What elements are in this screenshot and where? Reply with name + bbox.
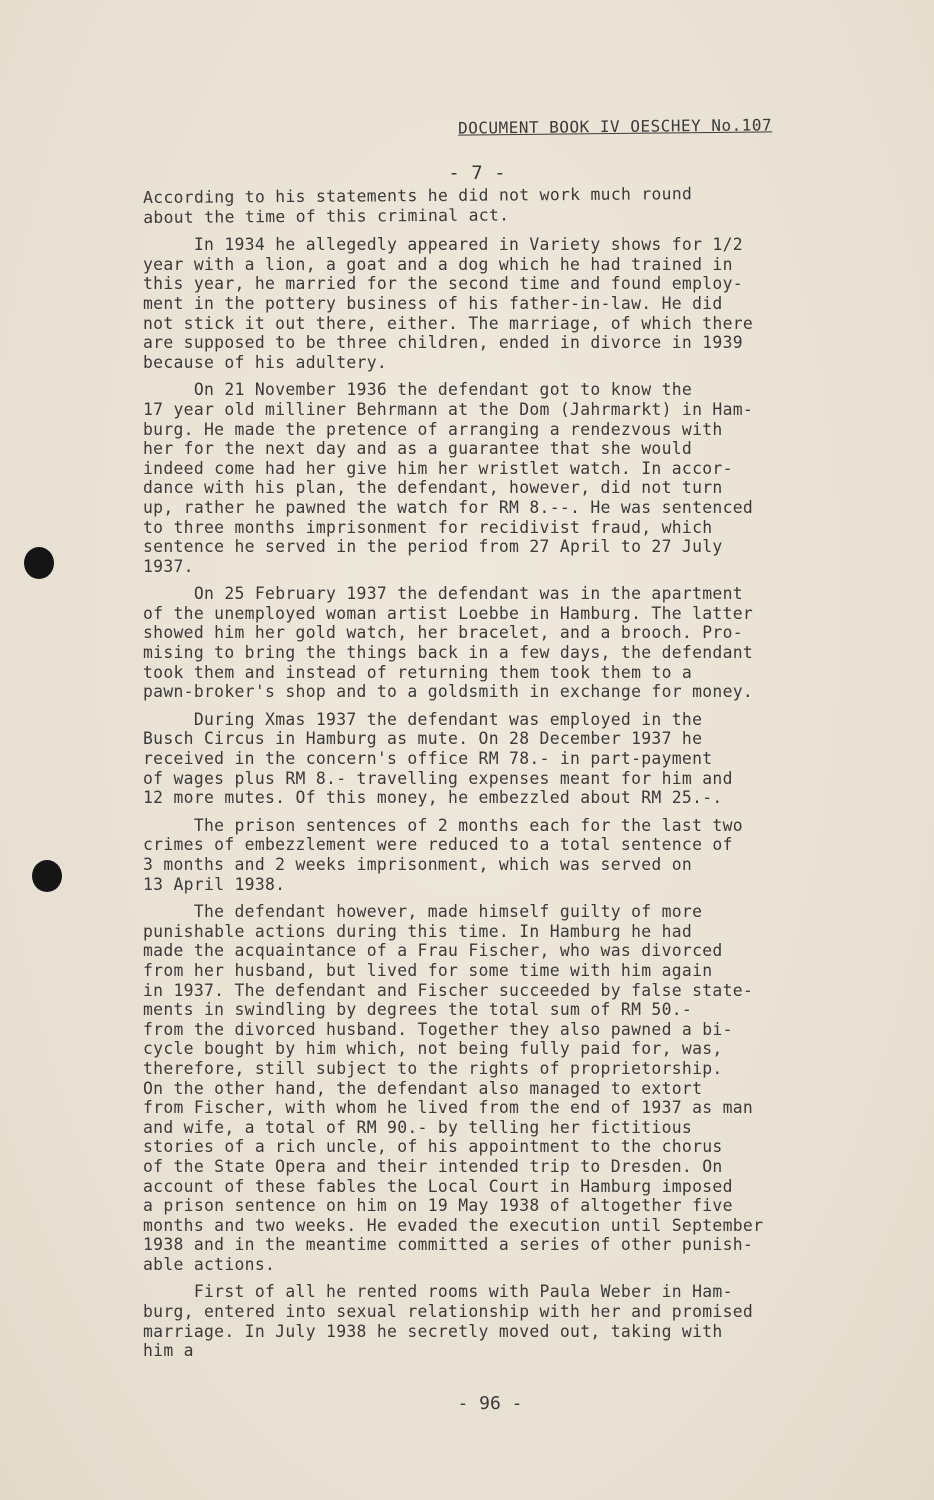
document-body — [143, 184, 878, 1369]
paragraph: First of all he rented rooms with Paula Weber in Ham- burg, entered into sexual relationship with her and promised marriage. In July 1938 he secretly moved out, taking with him a — [143, 1282, 754, 1361]
paragraph: During Xmas 1937 the defendant was employed in the Busch Circus in Hamburg as mute. On 28 December 1937 he received in the concern's office RM 78.- in part-payment of wages plus RM 8.- travelling expenses meant for him and 12 more mutes. Of this money, he embezzled about RM 25.-. — [143, 709, 733, 808]
page-number-top: - 7 - — [448, 162, 506, 184]
punch-hole — [24, 547, 54, 579]
paragraph: On 21 November 1936 the defendant got to know the 17 year old milliner Behrmann at the Dom (Jahrmarkt) in Ham- burg. He made the pretence of arranging a rendezvous with her for the next day and as a guarantee that she would indeed come had her give him her wristlet watch. In accor- dance with his plan, the defendant, however, did not turn up, rather he pawned the watch for RM 8.--. He was sentenced to three months imprisonment for recidivist fraud, which sentence he served in the period from 27 April to 27 July 1937. — [143, 380, 754, 576]
paragraph: The prison sentences of 2 months each for the last two crimes of embezzlement were reduced to a total sentence of 3 months and 2 weeks imprisonment, which was served on 13 April 1938. — [143, 815, 743, 894]
paragraph: According to his statements he did not work much round about the time of this criminal act. — [143, 184, 693, 227]
document-header: DOCUMENT BOOK IV OESCHEY No.107 — [457, 115, 773, 138]
punch-hole — [32, 860, 62, 892]
page-number-bottom: - 96 - — [457, 1393, 523, 1414]
paragraph: The defendant however, made himself guilty of more punishable actions during this time. In Hamburg he had made the acquaintance of a Frau Fischer, who was divorced from her husband, but lived for some time with him again in 1937. The defendant and Fischer succeeded by false state- ments in swindling by degrees the total sum of RM 50.- from the divorced husband. Together they also pawned a bi- cycle bought by him which, not being fully paid for, was, therefore, still subject to the rights of proprietorship. On the other hand, the defendant also managed to extort from Fischer, with whom he lived from the end of 1937 as man and wife, a total of RM 90.- by telling her fictitious stories of a rich uncle, of his appointment to the chorus of the State Opera and their intended trip to Dresden. On account of these fables the Local Court in Hamburg imposed a prison sentence on him on 19 May 1938 of altogether five months and two weeks. He evaded the execution until September 1938 and in the meantime committed a series of other punish- able actions. — [143, 902, 764, 1274]
paragraph: On 25 February 1937 the defendant was in the apartment of the unemployed woman artist Loebbe in Hamburg. The latter showed him her gold watch, her bracelet, and a brooch. Pro- mising to bring the things back in a few days, the defendant took them and instead of returning them took them to a pawn-broker's shop and to a goldsmith in exchange for money. — [143, 584, 754, 702]
paragraph: In 1934 he allegedly appeared in Variety shows for 1/2 year with a lion, a goat and a dog which he had trained in this year, he married for the second time and found employ- ment in the pottery business of his father-in-law. He did not stick it out there, either. The marriage, of which there are supposed to be three children, ended in divorce in 1939 because of his adultery. — [143, 235, 754, 372]
